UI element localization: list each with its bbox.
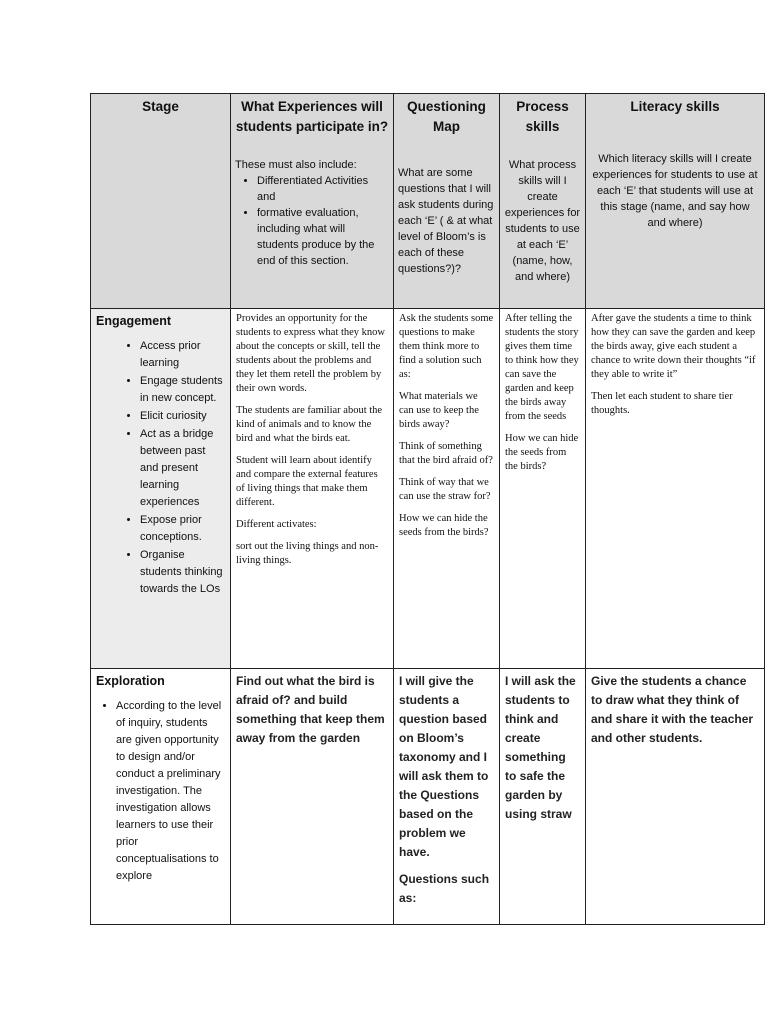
engagement-question: Think of something that the bird afraid of? bbox=[399, 441, 493, 466]
header-process-title: Process skills bbox=[516, 99, 569, 134]
engagement-bullet: • Act as a bridge between past and present learning experiences bbox=[140, 426, 225, 511]
header-process-desc: What process skills will I create experiences for students to use at each ‘E’ (name, how, and where) bbox=[504, 159, 581, 283]
engagement-questioning-cell bbox=[394, 309, 500, 669]
engagement-experiences-text: The students are familiar about the kind of animals and to know the bird and what the birds eat. bbox=[236, 405, 383, 444]
exploration-stage-name: Exploration bbox=[96, 674, 165, 688]
exploration-stage-cell bbox=[91, 669, 231, 925]
header-experiences-bullet: • Differentiated Activities and bbox=[257, 173, 389, 205]
exploration-process-text: I will ask the students to think and create something to safe the garden by using straw bbox=[505, 674, 576, 821]
engagement-question: What materials we can use to keep the birds away? bbox=[399, 391, 479, 430]
header-process bbox=[500, 94, 586, 309]
engagement-process-text: After telling the students the story gives them time to think how they can save the garden and keep the birds away from the seeds bbox=[505, 313, 579, 422]
engagement-bullet: • Elicit curiosity bbox=[140, 408, 225, 425]
exploration-bullet-list bbox=[96, 698, 225, 885]
engagement-row bbox=[91, 309, 765, 669]
exploration-bullet: • According to the level of inquiry, students are given opportunity to design and/or conduct a preliminary investigation. The investigation allows learners to use their prior conceptualisations to explore bbox=[116, 698, 225, 885]
exploration-literacy-cell bbox=[586, 669, 765, 925]
engagement-stage-name: Engagement bbox=[96, 314, 172, 328]
header-experiences-title: What Experiences will students participate in? bbox=[235, 99, 389, 134]
exploration-row bbox=[91, 669, 765, 925]
header-literacy-title: Literacy skills bbox=[630, 99, 720, 114]
header-experiences-intro: These must also include: bbox=[235, 159, 357, 171]
exploration-question: Questions such as: bbox=[399, 872, 490, 905]
engagement-bullet-list bbox=[96, 338, 225, 598]
header-experiences-list bbox=[235, 173, 389, 269]
engagement-question: Ask the students some questions to make them think more to find a solution such as: bbox=[399, 313, 494, 380]
header-experiences-desc bbox=[235, 157, 389, 269]
header-questioning-title: Questioning Map bbox=[407, 99, 486, 134]
engagement-bullet: • Expose prior conceptions. bbox=[140, 512, 225, 546]
engagement-experiences-text: sort out the living things and non-living things. bbox=[236, 541, 379, 566]
exploration-process-cell bbox=[500, 669, 586, 925]
engagement-experiences-cell bbox=[231, 309, 394, 669]
engagement-question: Think of way that we can use the straw for? bbox=[399, 477, 491, 502]
exploration-questioning-cell bbox=[394, 669, 500, 925]
engagement-experiences-text: Different activates: bbox=[236, 519, 317, 530]
header-questioning-desc: What are some questions that I will ask students during each ‘E’ ( & at what level of Bloom’s is each of these questions?)? bbox=[398, 167, 494, 275]
engagement-literacy-text: After gave the students a time to think how they can save the garden and keep the birds away, give each student a chance to write down their thoughts “if they able to write it” bbox=[591, 313, 756, 380]
header-stage-title: Stage bbox=[142, 99, 179, 114]
exploration-literacy-text: Give the students a chance to draw what they think of and share it with the teacher and other students. bbox=[591, 674, 754, 745]
engagement-experiences-text: Provides an opportunity for the students to express what they know about the concepts or skill, tell the students about the problems and they let them retell the problem by their own words. bbox=[236, 313, 386, 394]
header-literacy-desc: Which literacy skills will I create experiences for students to use at each ‘E’ that students will use at this stage (name, and say how and where) bbox=[592, 153, 758, 229]
engagement-question: How we can hide the seeds from the birds? bbox=[399, 513, 489, 538]
engagement-bullet: • Access prior learning bbox=[140, 338, 225, 372]
engagement-process-cell bbox=[500, 309, 586, 669]
engagement-literacy-cell bbox=[586, 309, 765, 669]
exploration-experiences-text: Find out what the bird is afraid of? and build something that keep them away from the garden bbox=[236, 674, 385, 745]
engagement-bullet: • Organise students thinking towards the LOs bbox=[140, 547, 225, 598]
exploration-experiences-cell bbox=[231, 669, 394, 925]
exploration-question: I will give the students a question based on Bloom’s taxonomy and I will ask them to the Questions based on the problem we have. bbox=[399, 674, 489, 859]
engagement-literacy-text: Then let each student to share tier thoughts. bbox=[591, 391, 733, 416]
engagement-bullet: • Engage students in new concept. bbox=[140, 373, 225, 407]
header-row bbox=[91, 94, 765, 309]
engagement-process-text: How we can hide the seeds from the birds? bbox=[505, 433, 579, 472]
header-questioning bbox=[394, 94, 500, 309]
lesson-plan-table bbox=[90, 93, 765, 925]
engagement-experiences-text: Student will learn about identify and compare the external features of living things that make them different. bbox=[236, 455, 378, 508]
header-experiences bbox=[231, 94, 394, 309]
header-stage bbox=[91, 94, 231, 309]
header-experiences-bullet: • formative evaluation, including what will students produce by the end of this section. bbox=[257, 205, 389, 269]
engagement-stage-cell bbox=[91, 309, 231, 669]
header-literacy bbox=[586, 94, 765, 309]
